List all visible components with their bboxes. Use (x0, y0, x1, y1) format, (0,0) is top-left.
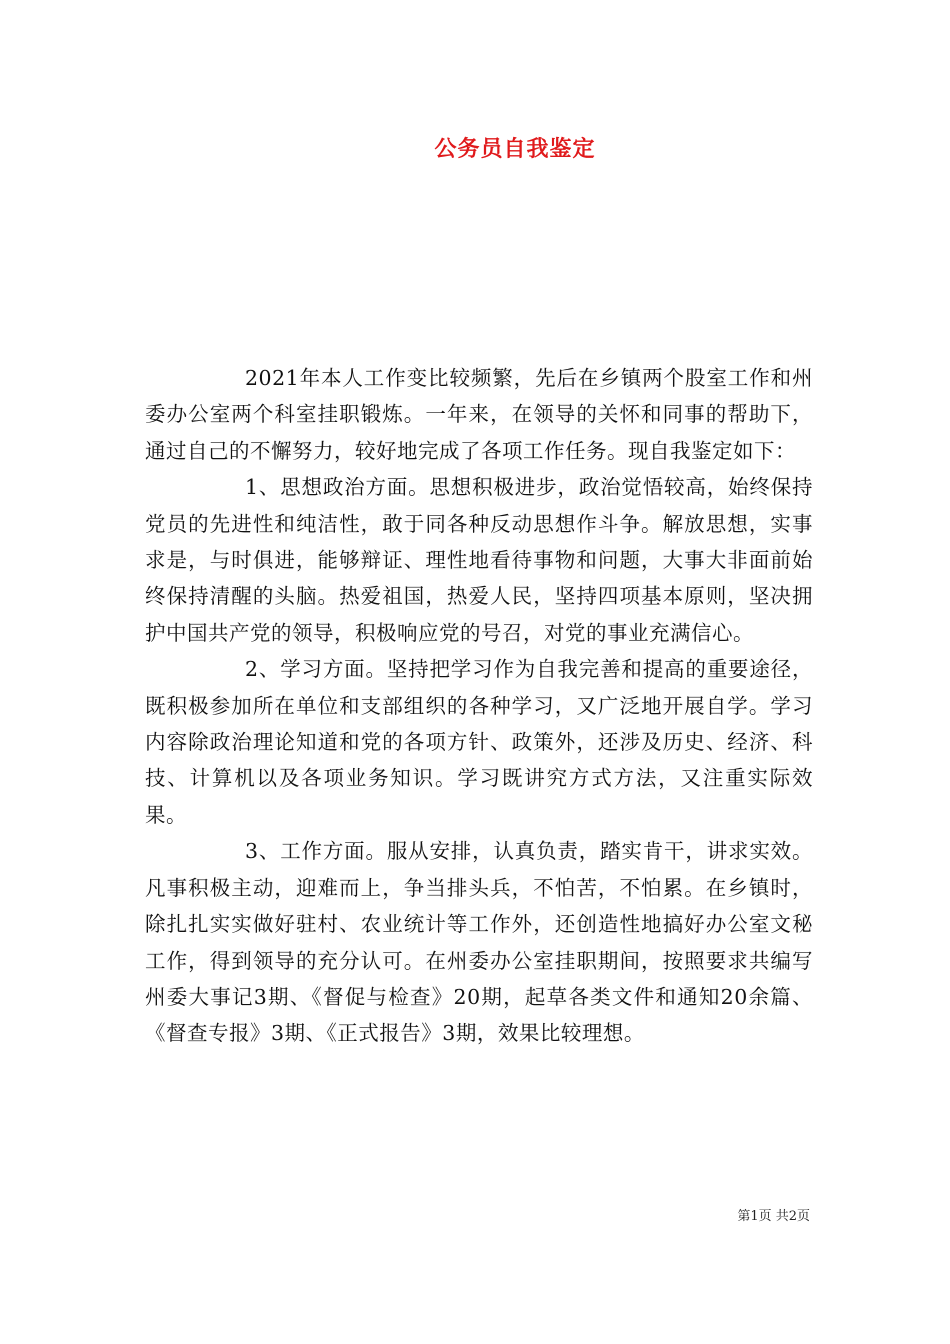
paragraph-political: 1、思想政治方面。思想积极进步，政治觉悟较高，始终保持党员的先进性和纯洁性，敢于同各种反动思想作斗争。解放思想，实事求是，与时俱进，能够辩证、理性地看待事物和问题，大事大非面前始终保持清醒的头脑。热爱祖国，热爱人民，坚持四项基本原则，坚决拥护中国共产党的领导，积极响应党的号召，对党的事业充满信心。 (145, 475, 813, 645)
paragraph-work: 3、工作方面。服从安排，认真负责，踏实肯干，讲求实效。凡事积极主动，迎难而上，争当排头兵，不怕苦，不怕累。在乡镇时，除扎扎实实做好驻村、农业统计等工作外，还创造性地搞好办公室文秘工作，得到领导的充分认可。在州委办公室挂职期间，按照要求共编写州委大事记3期、《督促与检查》20期，起草各类文件和通知20余篇、《督查专报》3期、《正式报告》3期，效果比较理想。 (145, 839, 813, 1046)
paragraph-intro: 2021年本人工作变比较频繁，先后在乡镇两个股室工作和州委办公室两个科室挂职锻炼。一年来，在领导的关怀和同事的帮助下，通过自己的不懈努力，较好地完成了各项工作任务。现自我鉴定如下： (145, 366, 813, 463)
document-body (145, 360, 813, 1052)
paragraph-study: 2、学习方面。坚持把学习作为自我完善和提高的重要途径，既积极参加所在单位和支部组织的各种学习，又广泛地开展自学。学习内容除政治理论知道和党的各项方针、政策外，还涉及历史、经济、科技、计算机以及各项业务知识。学习既讲究方式方法，又注重实际效果。 (145, 657, 813, 827)
page-number-footer: 第1页 共2页 (737, 1209, 810, 1224)
document-title: 公务员自我鉴定 (434, 137, 596, 162)
